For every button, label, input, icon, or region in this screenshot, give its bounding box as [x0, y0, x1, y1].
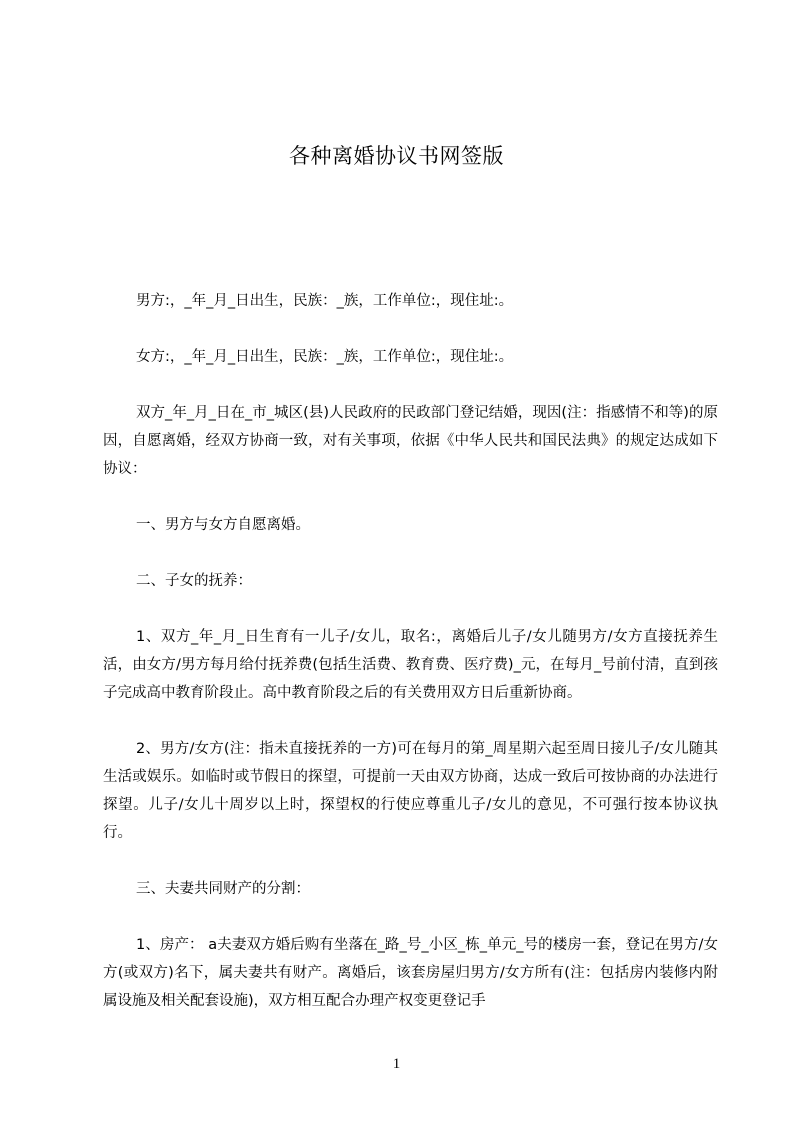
paragraph-marriage-background: 双方_年_月_日在_市_城区(县)人民政府的民政部门登记结婚，现因(注：指感情不和等)的原因，自愿离婚，经双方协商一致，对有关事项，依据《中华人民共和国民法典》的规定达成如下协议： — [103, 405, 718, 477]
paragraph-wife-info: 女方:，_年_月_日出生，民族：_族，工作单位:，现住址:。 — [136, 349, 514, 365]
document-body — [103, 287, 718, 1043]
document-title: 各种离婚协议书网签版 — [289, 144, 504, 168]
page-number: 1 — [392, 1056, 401, 1072]
paragraph-husband-info: 男方:，_年_月_日出生，民族：_族，工作单位:，现住址:。 — [136, 293, 514, 309]
paragraph-clause-2-heading: 二、子女的抚养： — [136, 573, 252, 589]
paragraph-clause-3-heading: 三、夫妻共同财产的分割： — [136, 881, 310, 897]
paragraph-visitation: 2、男方/女方(注：指未直接抚养的一方)可在每月的第_周星期六起至周日接儿子/女儿随其生活或娱乐。如临时或节假日的探望，可提前一天由双方协商，达成一致后可按协商的办法进行探望。儿子/女儿十周岁以上时，探望权的行使应尊重儿子/女儿的意见，不可强行按本协议执行。 — [103, 741, 718, 841]
paragraph-child-custody: 1、双方_年_月_日生育有一儿子/女儿，取名:，离婚后儿子/女儿随男方/女方直接抚养生活，由女方/男方每月给付抚养费(包括生活费、教育费、医疗费)_元，在每月_号前付清，直到孩子完成高中教育阶段止。高中教育阶段之后的有关费用双方日后重新协商。 — [103, 629, 718, 701]
paragraph-clause-1: 一、男方与女方自愿离婚。 — [136, 517, 310, 533]
paragraph-real-estate: 1、房产： a夫妻双方婚后购有坐落在_路_号_小区_栋_单元_号的楼房一套，登记在男方/女方(或双方)名下，属夫妻共有财产。离婚后，该套房屋归男方/女方所有(注：包括房内装修内附属设施及相关配套设施)，双方相互配合办理产权变更登记手 — [103, 937, 718, 1009]
